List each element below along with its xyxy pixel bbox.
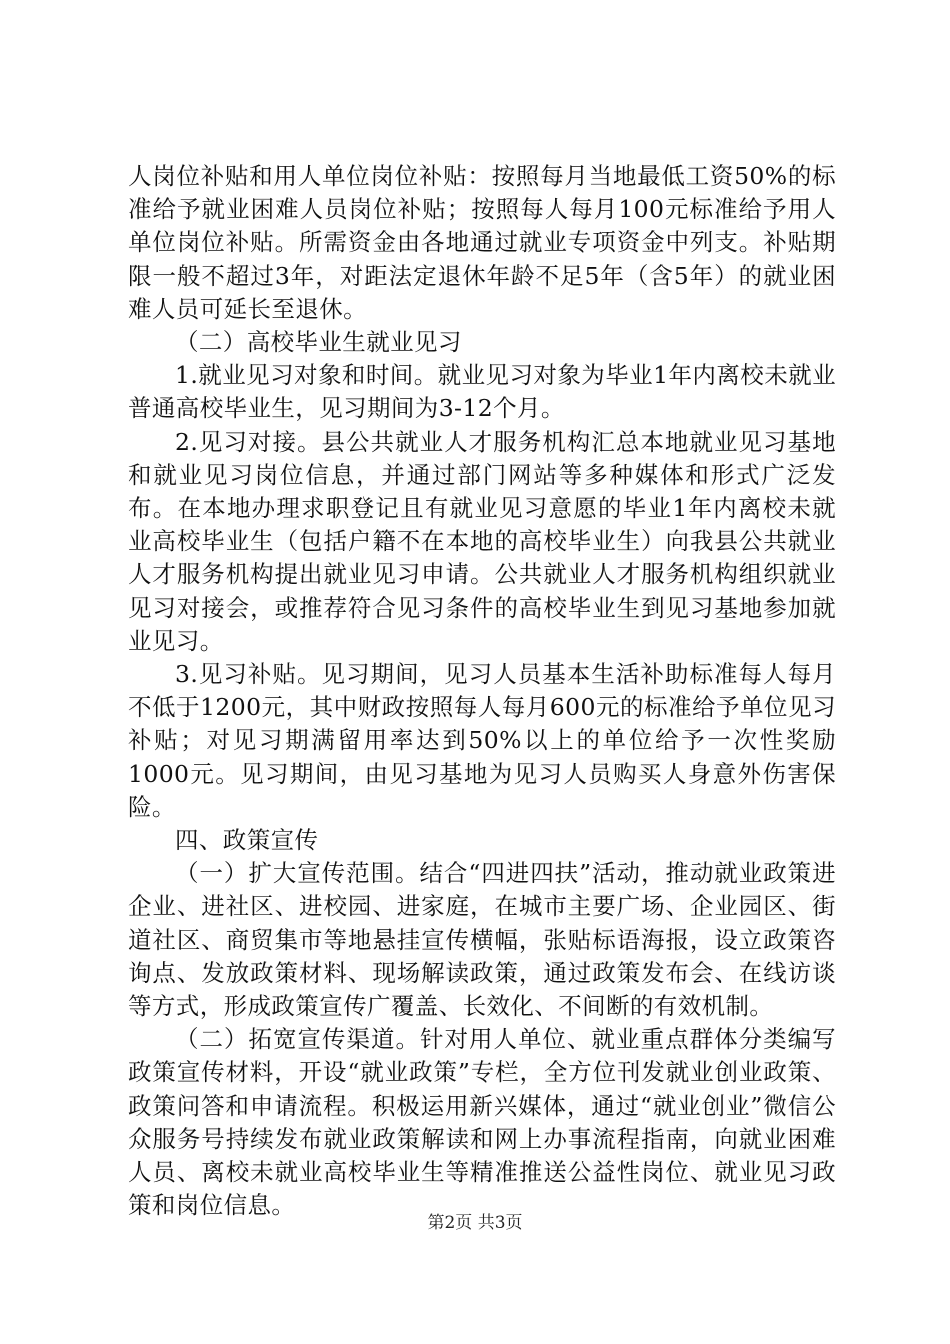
section-heading-graduate-internship: （二）高校毕业生就业见习 (175, 328, 462, 357)
paragraph-internship-target: 1.就业见习对象和时间。就业见习对象为毕业1年内离校未就业普通高校毕业生，见习期间为3-12个月。 (128, 361, 836, 423)
paragraph-broaden-channels: （二）拓宽宣传渠道。针对用人单位、就业重点群体分类编写政策宣传材料，开设“就业政策”专栏，全方位刊发就业创业政策、政策问答和申请流程。积极运用新兴媒体，通过“就业创业”微信公众服务号持续发布就业政策解读和网上办事流程指南，向就业困难人员、离校未就业高校毕业生等精准推送公益性岗位、就业见习政策和岗位信息。 (128, 1025, 836, 1220)
paragraph-internship-matching: 2.见习对接。县公共就业人才服务机构汇总本地就业见习基地和就业见习岗位信息，并通过部门网站等多种媒体和形式广泛发布。在本地办理求职登记且有就业见习意愿的毕业1年内离校未就业高校毕业生（包括户籍不在本地的高校毕业生）向我县公共就业人才服务机构提出就业见习申请。公共就业人才服务机构组织就业见习对接会，或推荐符合见习条件的高校毕业生到见习基地参加就业见习。 (128, 427, 836, 655)
document-body (128, 160, 836, 1223)
page-footer: 第2页 共3页 (427, 1213, 523, 1233)
paragraph-continued-subsidy: 人岗位补贴和用人单位岗位补贴：按照每月当地最低工资50%的标准给予就业困难人员岗位补贴；按照每人每月100元标准给予用人单位岗位补贴。所需资金由各地通过就业专项资金中列支。补贴期限一般不超过3年，对距法定退休年龄不足5年（含5年）的就业困难人员可延长至退休。 (128, 162, 836, 323)
paragraph-internship-subsidy: 3.见习补贴。见习期间，见习人员基本生活补助标准每人每月不低于1200元，其中财政按照每人每月600元的标准给予单位见习补贴；对见习期满留用率达到50%以上的单位给予一次性奖励1000元。见习期间，由见习基地为见习人员购买人身意外伤害保险。 (128, 660, 836, 821)
section-heading-policy-publicity: 四、政策宣传 (175, 826, 319, 855)
paragraph-expand-publicity: （一）扩大宣传范围。结合“四进四扶”活动，推动就业政策进企业、进社区、进校园、进家庭，在城市主要广场、企业园区、街道社区、商贸集市等地悬挂宣传横幅，张贴标语海报，设立政策咨询点、发放政策材料、现场解读政策，通过政策发布会、在线访谈等方式，形成政策宣传广覆盖、长效化、不间断的有效机制。 (128, 859, 836, 1021)
